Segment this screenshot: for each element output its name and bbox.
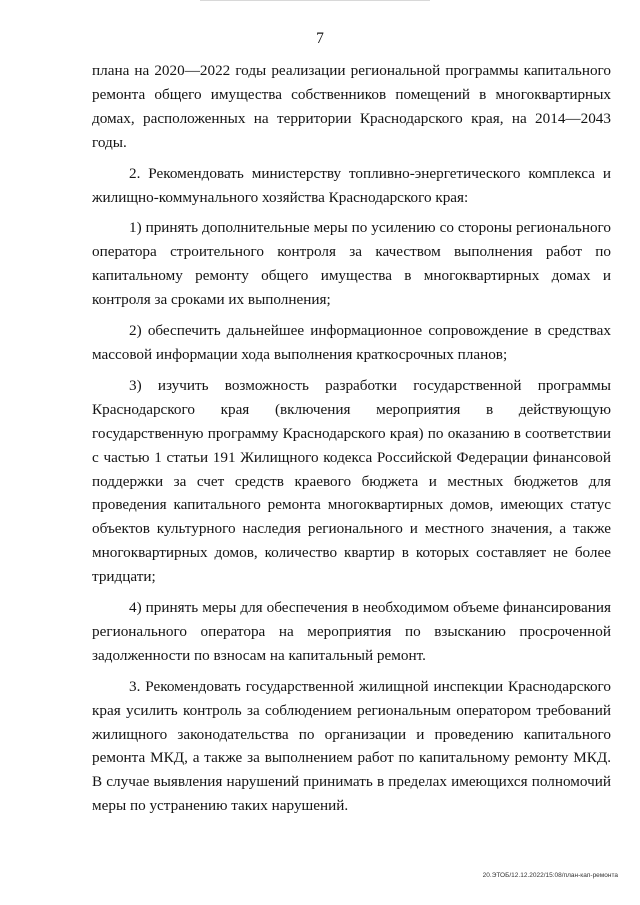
paragraph-item-3: 3. Рекомендовать государственной жилищной инспекции Краснодарского края усилить контроль за соблюдением региональным оператором требований жилищного законодательства по организации и проведению капитального ремонта МКД, а также за выполнением работ по капитальному ремонту МКД. В случае выявления нарушений принимать в пределах имеющихся полномочий меры по устранению таких нарушений. [92,677,611,815]
scan-edge-line [200,0,430,1]
page-number: 7 [316,30,324,47]
paragraph-subitem-1: 1) принять дополнительные меры по усилению со стороны регионального оператора строительного контроля за качеством выполнения работ по капитальному ремонту общего имущества в многоквартирных домах и контроля за сроками их выполнения; [92,219,611,309]
paragraph-subitem-4: 4) принять меры для обеспечения в необходимом объеме финансирования регионального оператора на мероприятия по взысканию просроченной задолженности по взносам на капитальный ремонт. [92,599,611,664]
paragraph-subitem-2: 2) обеспечить дальнейшее информационное сопровождение в средствах массовой информации хода выполнения краткосрочных планов; [92,322,611,363]
paragraph-continuation: плана на 2020—2022 годы реализации региональной программы капитального ремонта общего имущества собственников помещений в многоквартирных домах, расположенных на территории Краснодарского края, на 2014—2043 годы. [92,62,611,151]
paragraph-item-2: 2. Рекомендовать министерству топливно-энергетического комплекса и жилищно-коммунального хозяйства Краснодарского края: [92,164,611,206]
document-body [92,59,611,818]
paragraph-subitem-3: 3) изучить возможность разработки государственной программы Краснодарского края (включения мероприятия в действующую государственную программу Краснодарского края) по оказанию в соответствии с частью 1 статьи 191 Жилищного кодекса Российской Федерации финансовой поддержки за счет средств краевого бюджета и местных бюджетов для проведения капитального ремонта многоквартирных домов, имеющих статус объектов культурного наследия регионального и местного значения, а также многоквартирных домов, количество квартир в которых составляет не более тридцати; [92,376,611,586]
footer-document-code: 20.ЭТОБ/12.12.2022/15:08/план-кап-ремонта [482,872,618,879]
